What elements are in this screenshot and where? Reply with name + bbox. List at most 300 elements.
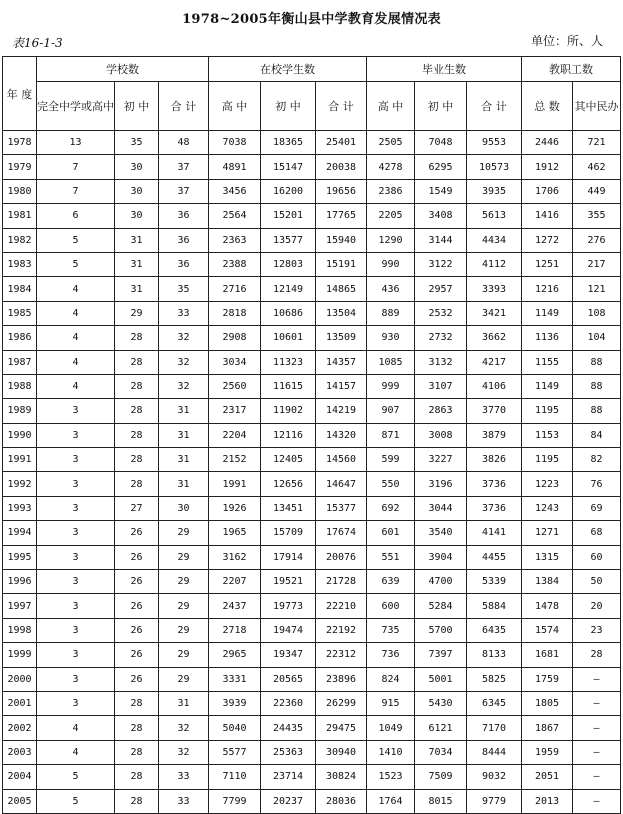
year-cell: 1996 (3, 570, 37, 594)
table-cell: 17765 (316, 204, 367, 228)
table-cell: 2386 (367, 179, 415, 203)
table-row (3, 326, 621, 350)
table-cell: 1867 (522, 716, 573, 740)
table-cell: 1764 (367, 789, 415, 813)
table-cell: 28 (573, 643, 621, 667)
table-cell: 3162 (209, 545, 261, 569)
table-cell: 30940 (316, 740, 367, 764)
table-row (3, 521, 621, 545)
table-row (3, 472, 621, 496)
table-cell: 2532 (415, 301, 467, 325)
table-cell: 2732 (415, 326, 467, 350)
table-cell: 3935 (467, 179, 522, 203)
table-cell: 601 (367, 521, 415, 545)
year-cell: 1995 (3, 545, 37, 569)
table-cell: 217 (573, 252, 621, 276)
table-cell: 2013 (522, 789, 573, 813)
table-cell: 3122 (415, 252, 467, 276)
table-cell: 3 (37, 399, 115, 423)
table-cell: 2718 (209, 618, 261, 642)
table-cell: — (573, 765, 621, 789)
table-cell: 1991 (209, 472, 261, 496)
table-cell: 33 (159, 301, 209, 325)
table-cell: 108 (573, 301, 621, 325)
table-cell: 19521 (261, 570, 316, 594)
table-cell: 3904 (415, 545, 467, 569)
table-cell: 24435 (261, 716, 316, 740)
table-cell: 13451 (261, 496, 316, 520)
table-cell: 1549 (415, 179, 467, 203)
table-cell: 1136 (522, 326, 573, 350)
table-cell: — (573, 667, 621, 691)
table-cell: 7170 (467, 716, 522, 740)
table-cell: 36 (159, 204, 209, 228)
table-cell: 5001 (415, 667, 467, 691)
table-cell: 600 (367, 594, 415, 618)
table-row (3, 570, 621, 594)
table-cell: 26 (115, 521, 159, 545)
table-cell: 19474 (261, 618, 316, 642)
year-cell: 2000 (3, 667, 37, 691)
table-cell: 14865 (316, 277, 367, 301)
table-cell: 28 (115, 789, 159, 813)
table-cell: 436 (367, 277, 415, 301)
year-cell: 1997 (3, 594, 37, 618)
table-cell: 2437 (209, 594, 261, 618)
table-cell: 1912 (522, 155, 573, 179)
table-cell: 2505 (367, 131, 415, 155)
table-cell: 4106 (467, 374, 522, 398)
table-cell: 26 (115, 545, 159, 569)
header-complete-high-school: 完全中学或高中 (37, 82, 115, 131)
table-cell: 4700 (415, 570, 467, 594)
table-cell: 7397 (415, 643, 467, 667)
table-row (3, 301, 621, 325)
table-cell: 3 (37, 594, 115, 618)
table-cell: 30 (159, 496, 209, 520)
table-cell: 20237 (261, 789, 316, 813)
table-cell: 6295 (415, 155, 467, 179)
table-cell: 12803 (261, 252, 316, 276)
header-graduates: 毕业生数 (367, 57, 522, 82)
table-cell: 1243 (522, 496, 573, 520)
table-cell: 2205 (367, 204, 415, 228)
table-row (3, 789, 621, 813)
table-cell: 28 (115, 765, 159, 789)
table-cell: 3 (37, 643, 115, 667)
table-cell: 33 (159, 789, 209, 813)
table-cell: 26 (115, 618, 159, 642)
table-cell: 32 (159, 716, 209, 740)
table-cell: 14647 (316, 472, 367, 496)
table-cell: 1959 (522, 740, 573, 764)
table-row (3, 740, 621, 764)
table-cell: 29 (159, 643, 209, 667)
table-cell: 2152 (209, 448, 261, 472)
table-cell: 4217 (467, 350, 522, 374)
year-cell: 1999 (3, 643, 37, 667)
table-cell: 5339 (467, 570, 522, 594)
table-cell: 1574 (522, 618, 573, 642)
table-cell: 4 (37, 326, 115, 350)
table-cell: 5 (37, 789, 115, 813)
table-cell: 29 (159, 570, 209, 594)
year-cell: 1986 (3, 326, 37, 350)
table-cell: 29475 (316, 716, 367, 740)
year-cell: 1979 (3, 155, 37, 179)
table-cell: 907 (367, 399, 415, 423)
table-cell: 3 (37, 521, 115, 545)
table-cell: 3540 (415, 521, 467, 545)
year-cell: 1981 (3, 204, 37, 228)
year-cell: 1992 (3, 472, 37, 496)
table-cell: 16200 (261, 179, 316, 203)
table-cell: 1195 (522, 399, 573, 423)
header-schools-total: 合 计 (159, 82, 209, 131)
year-cell: 2002 (3, 716, 37, 740)
table-cell: 31 (115, 252, 159, 276)
table-cell: 14320 (316, 423, 367, 447)
table-cell: 13504 (316, 301, 367, 325)
table-cell: 27 (115, 496, 159, 520)
year-cell: 2003 (3, 740, 37, 764)
table-cell: 29 (159, 594, 209, 618)
table-cell: 2207 (209, 570, 261, 594)
table-cell: 30824 (316, 765, 367, 789)
table-cell: — (573, 789, 621, 813)
table-cell: 449 (573, 179, 621, 203)
table-cell: 17674 (316, 521, 367, 545)
table-cell: 4 (37, 277, 115, 301)
table-cell: 15709 (261, 521, 316, 545)
table-cell: 20076 (316, 545, 367, 569)
table-cell: 2560 (209, 374, 261, 398)
table-cell: 2716 (209, 277, 261, 301)
table-cell: 3044 (415, 496, 467, 520)
table-cell: 13509 (316, 326, 367, 350)
table-cell: 31 (159, 399, 209, 423)
table-cell: 60 (573, 545, 621, 569)
year-cell: 1993 (3, 496, 37, 520)
year-cell: 1978 (3, 131, 37, 155)
table-cell: 990 (367, 252, 415, 276)
table-cell: 4 (37, 716, 115, 740)
table-cell: 5825 (467, 667, 522, 691)
table-cell: 28 (115, 326, 159, 350)
table-cell: 824 (367, 667, 415, 691)
table-cell: 1416 (522, 204, 573, 228)
table-cell: 889 (367, 301, 415, 325)
table-cell: 1155 (522, 350, 573, 374)
table-row (3, 155, 621, 179)
table-cell: 3662 (467, 326, 522, 350)
table-cell: 28 (115, 691, 159, 715)
year-cell: 1989 (3, 399, 37, 423)
table-cell: 31 (115, 277, 159, 301)
table-cell: 3 (37, 691, 115, 715)
table-cell: 20565 (261, 667, 316, 691)
table-cell: 5430 (415, 691, 467, 715)
table-cell: 88 (573, 399, 621, 423)
table-cell: — (573, 691, 621, 715)
table-cell: 1216 (522, 277, 573, 301)
table-cell: 2204 (209, 423, 261, 447)
unit-note: 单位：所、人 (530, 34, 603, 48)
header-graduates-senior: 高 中 (367, 82, 415, 131)
table-row (3, 374, 621, 398)
table-row (3, 252, 621, 276)
table-cell: 3 (37, 448, 115, 472)
table-cell: 3421 (467, 301, 522, 325)
table-cell: 4112 (467, 252, 522, 276)
table-body (3, 131, 621, 814)
table-cell: 25363 (261, 740, 316, 764)
table-cell: 10686 (261, 301, 316, 325)
table-cell: 915 (367, 691, 415, 715)
table-cell: 8133 (467, 643, 522, 667)
year-cell: 1998 (3, 618, 37, 642)
table-cell: 35 (115, 131, 159, 155)
table-cell: 9779 (467, 789, 522, 813)
table-cell: 37 (159, 155, 209, 179)
header-graduates-total: 合 计 (467, 82, 522, 131)
table-cell: 3736 (467, 472, 522, 496)
table-cell: 2957 (415, 277, 467, 301)
table-cell: 4455 (467, 545, 522, 569)
table-cell: 37 (159, 179, 209, 203)
table-cell: 3144 (415, 228, 467, 252)
table-cell: 31 (115, 228, 159, 252)
table-cell: 3 (37, 667, 115, 691)
table-row (3, 716, 621, 740)
table-row (3, 131, 621, 155)
table-cell: 33 (159, 765, 209, 789)
table-row (3, 228, 621, 252)
table-cell: 6121 (415, 716, 467, 740)
table-cell: 599 (367, 448, 415, 472)
table-cell: 28 (115, 350, 159, 374)
table-cell: 20038 (316, 155, 367, 179)
table-cell: 21728 (316, 570, 367, 594)
table-cell: 4891 (209, 155, 261, 179)
table-cell: 1272 (522, 228, 573, 252)
table-cell: 1223 (522, 472, 573, 496)
table-row (3, 545, 621, 569)
table-cell: 7799 (209, 789, 261, 813)
table-cell: 3034 (209, 350, 261, 374)
table-cell: 4 (37, 740, 115, 764)
table-cell: 14357 (316, 350, 367, 374)
table-cell: 7034 (415, 740, 467, 764)
table-cell: 26 (115, 643, 159, 667)
table-cell: 551 (367, 545, 415, 569)
table-cell: 22192 (316, 618, 367, 642)
table-cell: 76 (573, 472, 621, 496)
table-cell: 3770 (467, 399, 522, 423)
table-cell: 1805 (522, 691, 573, 715)
table-cell: 5613 (467, 204, 522, 228)
table-row (3, 618, 621, 642)
table-cell: 7038 (209, 131, 261, 155)
table-cell: 7048 (415, 131, 467, 155)
table-cell: 1085 (367, 350, 415, 374)
table-cell: 26 (115, 667, 159, 691)
table-cell: 1049 (367, 716, 415, 740)
table-cell: 5 (37, 228, 115, 252)
table-cell: 355 (573, 204, 621, 228)
table-cell: 1478 (522, 594, 573, 618)
table-cell: 50 (573, 570, 621, 594)
table-cell: 25401 (316, 131, 367, 155)
table-cell: 1410 (367, 740, 415, 764)
table-cell: 82 (573, 448, 621, 472)
table-cell: — (573, 716, 621, 740)
table-cell: 6 (37, 204, 115, 228)
table-cell: 30 (115, 155, 159, 179)
table-cell: 1523 (367, 765, 415, 789)
year-cell: 1994 (3, 521, 37, 545)
table-cell: 69 (573, 496, 621, 520)
table-cell: 23714 (261, 765, 316, 789)
table-cell: 17914 (261, 545, 316, 569)
header-schools: 学校数 (37, 57, 209, 82)
table-cell: 26299 (316, 691, 367, 715)
table-cell: 4 (37, 374, 115, 398)
table-cell: 2863 (415, 399, 467, 423)
table-cell: 29 (159, 545, 209, 569)
table-cell: 1149 (522, 301, 573, 325)
table-row (3, 765, 621, 789)
table-cell: 930 (367, 326, 415, 350)
table-cell: 28 (115, 716, 159, 740)
table-cell: 48 (159, 131, 209, 155)
table-cell: 28 (115, 740, 159, 764)
table-cell: 32 (159, 374, 209, 398)
table-cell: 1149 (522, 374, 573, 398)
table-cell: 4 (37, 350, 115, 374)
table-cell: 22312 (316, 643, 367, 667)
table-cell: 10601 (261, 326, 316, 350)
table-cell: 736 (367, 643, 415, 667)
table-cell: 35 (159, 277, 209, 301)
table-cell: 5700 (415, 618, 467, 642)
page-title: 1978~2005年衡山县中学教育发展情况表 (182, 12, 441, 27)
header-students-total: 合 计 (316, 82, 367, 131)
header-students-senior: 高 中 (209, 82, 261, 131)
table-cell: 6435 (467, 618, 522, 642)
table-cell: 31 (159, 423, 209, 447)
table-cell: 9032 (467, 765, 522, 789)
year-cell: 1991 (3, 448, 37, 472)
table-cell: 28 (115, 448, 159, 472)
table-cell: 5040 (209, 716, 261, 740)
year-cell: 1982 (3, 228, 37, 252)
table-cell: 84 (573, 423, 621, 447)
table-cell: 19656 (316, 179, 367, 203)
table-cell: 276 (573, 228, 621, 252)
table-cell: 3393 (467, 277, 522, 301)
table-cell: 1251 (522, 252, 573, 276)
year-cell: 1988 (3, 374, 37, 398)
table-row (3, 399, 621, 423)
table-cell: 3 (37, 472, 115, 496)
table-cell: 3331 (209, 667, 261, 691)
table-cell: 11902 (261, 399, 316, 423)
year-cell: 1984 (3, 277, 37, 301)
table-cell: 2818 (209, 301, 261, 325)
table-cell: 2965 (209, 643, 261, 667)
table-cell: 68 (573, 521, 621, 545)
year-cell: 1987 (3, 350, 37, 374)
table-cell: 3132 (415, 350, 467, 374)
table-cell: 3008 (415, 423, 467, 447)
table-cell: 23896 (316, 667, 367, 691)
table-cell: 19773 (261, 594, 316, 618)
table-cell: 692 (367, 496, 415, 520)
table-cell: 3456 (209, 179, 261, 203)
table-cell: 3 (37, 496, 115, 520)
table-row (3, 594, 621, 618)
table-cell: 2388 (209, 252, 261, 276)
year-cell: 1985 (3, 301, 37, 325)
table-cell: 31 (159, 691, 209, 715)
table-cell: 15201 (261, 204, 316, 228)
table-cell: 11615 (261, 374, 316, 398)
table-cell: 7110 (209, 765, 261, 789)
table-cell: 2908 (209, 326, 261, 350)
table-cell: 7 (37, 179, 115, 203)
table-cell: 22210 (316, 594, 367, 618)
table-cell: 88 (573, 350, 621, 374)
table-cell: 4141 (467, 521, 522, 545)
year-cell: 1983 (3, 252, 37, 276)
table-cell: 4278 (367, 155, 415, 179)
table-cell: 22360 (261, 691, 316, 715)
table-cell: 3 (37, 570, 115, 594)
table-cell: 735 (367, 618, 415, 642)
table-row (3, 204, 621, 228)
table-cell: 639 (367, 570, 415, 594)
table-cell: 26 (115, 570, 159, 594)
table-cell: 31 (159, 448, 209, 472)
table-cell: 12656 (261, 472, 316, 496)
table-cell: 29 (159, 618, 209, 642)
table-cell: 3107 (415, 374, 467, 398)
table-row (3, 691, 621, 715)
table-cell: 18365 (261, 131, 316, 155)
table-cell: 12149 (261, 277, 316, 301)
table-cell: 5884 (467, 594, 522, 618)
table-cell: 2564 (209, 204, 261, 228)
table-cell: 13577 (261, 228, 316, 252)
table-row (3, 423, 621, 447)
table-row (3, 350, 621, 374)
table-cell: 3826 (467, 448, 522, 472)
table-number: 表16-1-3 (12, 36, 63, 50)
table-cell: 3408 (415, 204, 467, 228)
table-cell: 3 (37, 423, 115, 447)
table-cell: 28 (115, 472, 159, 496)
table-cell: 29 (115, 301, 159, 325)
header-staff-total: 总 数 (522, 82, 573, 131)
table-cell: 88 (573, 374, 621, 398)
table-cell: 20 (573, 594, 621, 618)
table-cell: 30 (115, 179, 159, 203)
table-cell: 28 (115, 399, 159, 423)
header-staff: 教职工数 (522, 57, 621, 82)
table-cell: 3736 (467, 496, 522, 520)
table-cell: 7509 (415, 765, 467, 789)
